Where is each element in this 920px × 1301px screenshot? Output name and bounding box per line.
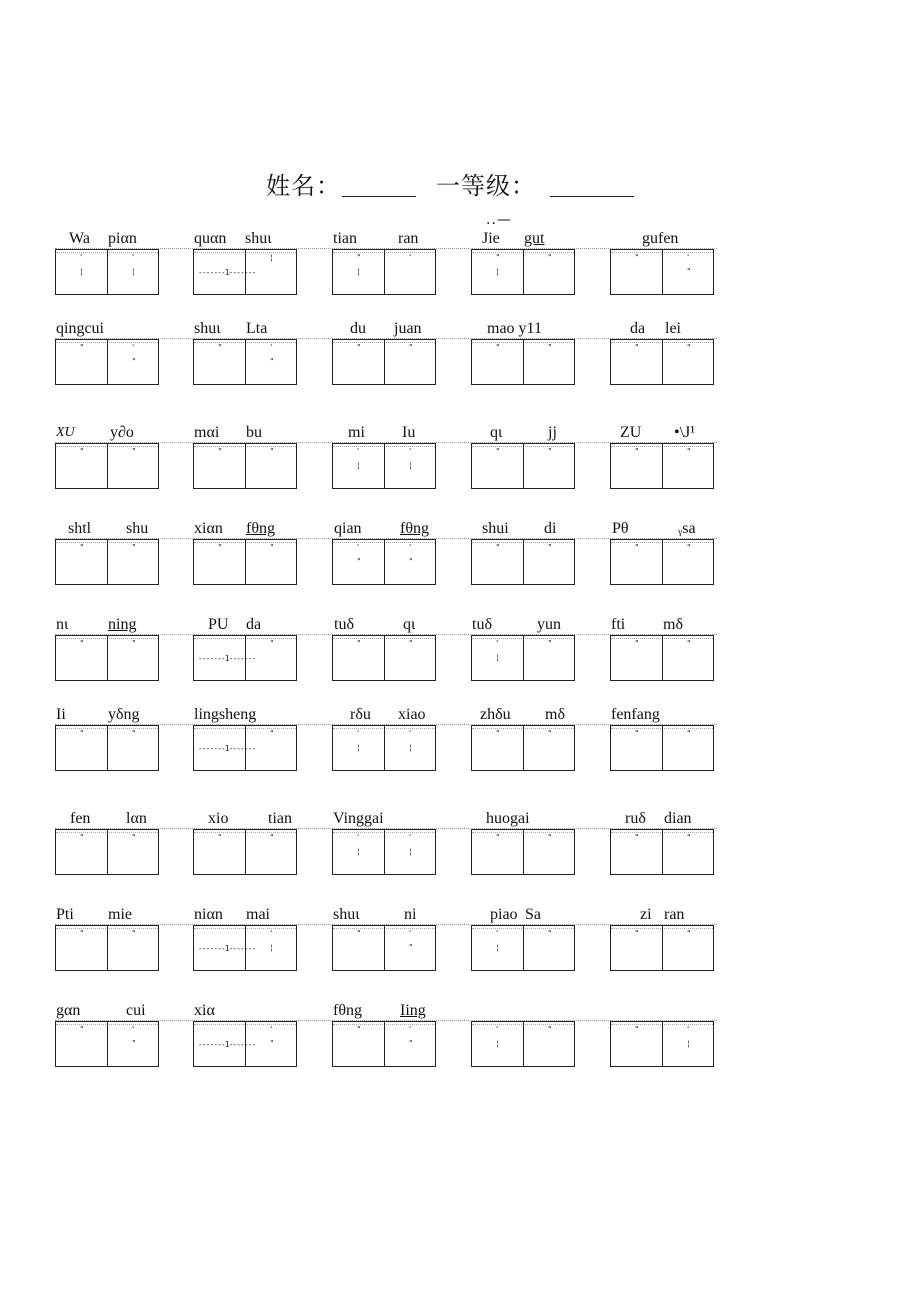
pinyin-word: XU xyxy=(56,425,75,440)
tian-zi-grid[interactable] xyxy=(471,829,575,875)
tian-zi-grid[interactable] xyxy=(332,829,436,875)
grid-divider xyxy=(384,540,385,584)
grid-tick-mark: " xyxy=(409,343,413,352)
grid-tick-mark: ¦ xyxy=(496,943,499,952)
grid-divider xyxy=(662,250,663,294)
grid-tick-mark: " xyxy=(357,253,361,262)
grid-tick-mark: ' xyxy=(80,253,83,262)
pinyin-word: fti xyxy=(611,616,626,633)
tian-zi-grid[interactable] xyxy=(471,925,575,971)
grid-tick-mark: " xyxy=(687,447,691,456)
grid-divider xyxy=(245,444,246,488)
grid-tick-mark: ¦ xyxy=(496,1039,499,1048)
tian-zi-grid[interactable] xyxy=(193,635,297,681)
tian-zi-grid[interactable] xyxy=(610,635,714,681)
tian-zi-grid[interactable] xyxy=(332,1021,436,1067)
tian-zi-grid[interactable] xyxy=(55,829,159,875)
grid-divider xyxy=(384,926,385,970)
pinyin-word: mai xyxy=(246,906,270,923)
grid-tick-mark: " xyxy=(635,343,639,352)
tian-zi-grid[interactable] xyxy=(610,443,714,489)
tian-zi-grid[interactable] xyxy=(471,725,575,771)
pinyin-word: shuι xyxy=(245,230,272,247)
pinyin-word: qι xyxy=(403,616,416,633)
grid-tick-mark: ' xyxy=(409,833,412,842)
pinyin-word: yδng xyxy=(108,706,140,723)
grid-divider xyxy=(245,340,246,384)
grid-tick-mark: ¦ xyxy=(409,847,412,856)
grid-tick-mark: ¦ xyxy=(409,461,412,470)
pinyin-row xyxy=(0,904,920,984)
grid-dash-mark: -------1------- xyxy=(198,1040,256,1049)
grid-divider xyxy=(107,250,108,294)
grid-tick-mark: " xyxy=(496,253,500,262)
grid-tick-mark: " xyxy=(80,833,84,842)
pinyin-word: xiao xyxy=(398,706,426,723)
pinyin-word: yun xyxy=(537,616,561,633)
tian-zi-grid[interactable] xyxy=(193,339,297,385)
grid-divider xyxy=(662,726,663,770)
pinyin-row xyxy=(0,808,920,888)
worksheet-header xyxy=(0,168,920,208)
grid-tick-mark: " xyxy=(635,253,639,262)
grid-divider xyxy=(384,444,385,488)
pinyin-word: y∂o xyxy=(110,424,134,441)
pinyin-word: tuδ xyxy=(472,616,492,633)
pinyin-word: shui xyxy=(482,520,509,537)
grid-divider xyxy=(662,340,663,384)
grid-tick-mark: " xyxy=(496,543,500,552)
grid-tick-mark: " xyxy=(635,447,639,456)
grid-tick-mark: " xyxy=(357,929,361,938)
pinyin-row xyxy=(0,704,920,784)
grid-divider xyxy=(523,540,524,584)
tian-zi-grid[interactable] xyxy=(471,443,575,489)
grid-tick-mark: " xyxy=(80,729,84,738)
tian-zi-grid[interactable] xyxy=(55,339,159,385)
grid-divider xyxy=(384,250,385,294)
grid-tick-mark: " xyxy=(409,943,413,952)
tian-zi-grid[interactable] xyxy=(55,725,159,771)
grid-tick-mark: " xyxy=(548,543,552,552)
pinyin-word: huogai xyxy=(486,810,530,827)
grid-dash-mark: -------1------- xyxy=(198,654,256,663)
tian-zi-grid[interactable] xyxy=(610,829,714,875)
grid-tick-mark: ' xyxy=(496,639,499,648)
grid-dash-mark: -------1------- xyxy=(198,268,256,277)
grid-tick-mark: " xyxy=(635,543,639,552)
pinyin-word: Lta xyxy=(246,320,268,337)
grid-tick-mark: ' xyxy=(357,543,360,552)
pinyin-word: zi xyxy=(640,906,652,923)
grid-dash-mark: -------1------- xyxy=(198,744,256,753)
grid-divider xyxy=(662,830,663,874)
pinyin-word: Wa xyxy=(69,230,90,247)
grid-divider xyxy=(662,926,663,970)
grid-divider xyxy=(107,1022,108,1066)
grid-tick-mark: ' xyxy=(496,1025,499,1034)
grid-tick-mark: ¦ xyxy=(357,743,360,752)
tian-zi-grid[interactable] xyxy=(332,635,436,681)
grid-tick-mark: " xyxy=(357,343,361,352)
pinyin-word: tuδ xyxy=(334,616,354,633)
grid-tick-mark: " xyxy=(270,729,274,738)
grid-tick-mark: ¦ xyxy=(496,653,499,662)
tian-zi-grid[interactable] xyxy=(471,249,575,295)
grid-tick-mark: " xyxy=(357,557,361,566)
grid-divider xyxy=(107,636,108,680)
grid-tick-mark: " xyxy=(496,447,500,456)
pinyin-word: ni xyxy=(404,906,417,923)
pinyin-word: nι xyxy=(56,616,69,633)
pinyin-word: niαn xyxy=(194,906,223,923)
tian-zi-grid[interactable] xyxy=(55,925,159,971)
grid-tick-mark: " xyxy=(80,929,84,938)
tian-zi-grid[interactable] xyxy=(193,725,297,771)
grid-tick-mark: " xyxy=(132,543,136,552)
grid-tick-mark: " xyxy=(270,833,274,842)
grid-tick-mark: " xyxy=(132,357,136,366)
grid-divider xyxy=(523,1022,524,1066)
grid-tick-mark: ' xyxy=(409,929,412,938)
grid-tick-mark: ' xyxy=(357,833,360,842)
grid-tick-mark: " xyxy=(548,447,552,456)
pinyin-word: ruδ xyxy=(625,810,646,827)
tian-zi-grid[interactable] xyxy=(55,443,159,489)
name-label: 姓名： xyxy=(266,172,341,200)
grid-tick-mark: " xyxy=(548,729,552,738)
pinyin-word: Iu xyxy=(402,424,416,441)
pinyin-word: Iing xyxy=(400,1002,426,1019)
pinyin-word: gufen xyxy=(642,230,679,247)
tian-zi-grid[interactable] xyxy=(193,1021,297,1067)
tian-zi-grid[interactable] xyxy=(193,829,297,875)
grid-tick-mark: " xyxy=(635,1025,639,1034)
grid-tick-mark: ' xyxy=(409,253,412,262)
grid-tick-mark: ' xyxy=(687,253,690,262)
grid-divider xyxy=(523,636,524,680)
pinyin-word: da xyxy=(246,616,262,633)
grid-tick-mark: " xyxy=(218,343,222,352)
pinyin-word: lei xyxy=(665,320,681,337)
tian-zi-grid[interactable] xyxy=(471,539,575,585)
grid-tick-mark: ¦ xyxy=(409,743,412,752)
tian-zi-grid[interactable] xyxy=(610,339,714,385)
pinyin-word: gαn xyxy=(56,1002,81,1019)
grid-tick-mark: " xyxy=(687,343,691,352)
grid-tick-mark: " xyxy=(270,1039,274,1048)
tian-zi-grid[interactable] xyxy=(332,925,436,971)
grid-divider xyxy=(245,540,246,584)
pinyin-row xyxy=(0,614,920,694)
grid-tick-mark: ' xyxy=(132,1025,135,1034)
pinyin-word: mao y11 xyxy=(487,320,542,337)
grid-tick-mark: " xyxy=(496,729,500,738)
grid-tick-mark: ' xyxy=(270,929,273,938)
tian-zi-grid[interactable] xyxy=(193,249,297,295)
grid-tick-mark: " xyxy=(357,639,361,648)
pinyin-word: piαn xyxy=(108,230,137,247)
grid-divider xyxy=(384,340,385,384)
grid-tick-mark: " xyxy=(687,729,691,738)
pinyin-word: shtl xyxy=(68,520,92,537)
grid-tick-mark: " xyxy=(687,267,691,276)
grid-divider xyxy=(662,540,663,584)
pinyin-word: •\J¹ xyxy=(674,424,696,441)
pinyin-word: juan xyxy=(394,320,422,337)
grid-tick-mark: " xyxy=(357,1025,361,1034)
tian-zi-grid[interactable] xyxy=(55,1021,159,1067)
grid-tick-mark: " xyxy=(132,447,136,456)
grid-divider xyxy=(245,830,246,874)
grid-divider xyxy=(107,444,108,488)
tian-zi-grid[interactable] xyxy=(332,539,436,585)
pinyin-word: ᵧsa xyxy=(678,520,696,537)
pinyin-word: Sa xyxy=(525,906,541,923)
pinyin-word: ran xyxy=(664,906,685,923)
pinyin-word: ran xyxy=(398,230,419,247)
grid-divider xyxy=(662,636,663,680)
tian-zi-grid[interactable] xyxy=(610,725,714,771)
grid-tick-mark: " xyxy=(270,447,274,456)
tian-zi-grid[interactable] xyxy=(471,1021,575,1067)
grid-tick-mark: " xyxy=(218,833,222,842)
pinyin-word: qingcui xyxy=(56,320,104,337)
pinyin-word: mie xyxy=(108,906,132,923)
pinyin-word: xiα xyxy=(194,1002,215,1019)
pinyin-word: mδ xyxy=(545,706,565,723)
grid-divider xyxy=(523,250,524,294)
pinyin-word: gut xyxy=(524,230,545,247)
grid-divider xyxy=(107,340,108,384)
grid-tick-mark: ' xyxy=(409,447,412,456)
pinyin-word: ning xyxy=(108,616,137,633)
pinyin-word: di xyxy=(544,520,557,537)
pinyin-row xyxy=(0,228,920,308)
pinyin-word: tian xyxy=(268,810,292,827)
grid-tick-mark: " xyxy=(548,253,552,262)
grid-dash-mark: -------1------- xyxy=(198,944,256,953)
grid-tick-mark: ' xyxy=(357,729,360,738)
tian-zi-grid[interactable] xyxy=(55,539,159,585)
grade-blank[interactable] xyxy=(550,196,634,197)
pinyin-word: mαi xyxy=(194,424,220,441)
grid-tick-mark: " xyxy=(80,639,84,648)
tian-zi-grid[interactable] xyxy=(193,925,297,971)
grid-tick-mark: ¦ xyxy=(270,253,273,262)
grid-tick-mark: " xyxy=(218,447,222,456)
grid-tick-mark: ' xyxy=(409,729,412,738)
pinyin-word: mi xyxy=(348,424,365,441)
grade-label: 一等级： xyxy=(436,172,536,200)
grid-tick-mark: " xyxy=(687,833,691,842)
pinyin-word: qian xyxy=(334,520,362,537)
grid-tick-mark: " xyxy=(687,543,691,552)
pinyin-word: cui xyxy=(126,1002,146,1019)
tian-zi-grid[interactable] xyxy=(471,339,575,385)
grid-divider xyxy=(523,830,524,874)
pinyin-word: da xyxy=(630,320,646,337)
grid-tick-mark: " xyxy=(496,343,500,352)
pinyin-word: shuι xyxy=(194,320,221,337)
grid-tick-mark: ¦ xyxy=(80,267,83,276)
grid-tick-mark: " xyxy=(80,1025,84,1034)
pinyin-row xyxy=(0,318,920,398)
grid-tick-mark: " xyxy=(548,343,552,352)
grid-tick-mark: " xyxy=(635,833,639,842)
tian-zi-grid[interactable] xyxy=(610,539,714,585)
grid-divider xyxy=(107,726,108,770)
grid-tick-mark: " xyxy=(687,929,691,938)
tian-zi-grid[interactable] xyxy=(332,249,436,295)
grid-tick-mark: " xyxy=(80,343,84,352)
grid-tick-mark: " xyxy=(409,557,413,566)
pinyin-word: dian xyxy=(664,810,692,827)
tian-zi-grid[interactable] xyxy=(55,635,159,681)
grid-divider xyxy=(107,926,108,970)
pinyin-word: fenfang xyxy=(611,706,660,723)
grid-tick-mark: ' xyxy=(270,343,273,352)
tian-zi-grid[interactable] xyxy=(610,1021,714,1067)
pinyin-row xyxy=(0,518,920,598)
pinyin-word: quαn xyxy=(194,230,227,247)
grid-tick-mark: ' xyxy=(132,343,135,352)
pinyin-word: Pθ xyxy=(612,520,629,537)
grid-tick-mark: " xyxy=(548,639,552,648)
pinyin-word: rδu xyxy=(350,706,371,723)
grid-tick-mark: " xyxy=(218,543,222,552)
grid-tick-mark: ' xyxy=(687,1025,690,1034)
grid-tick-mark: ' xyxy=(409,1025,412,1034)
pinyin-word: xiαn xyxy=(194,520,223,537)
grid-tick-mark: " xyxy=(132,1039,136,1048)
grid-tick-mark: " xyxy=(548,1025,552,1034)
grid-divider xyxy=(662,1022,663,1066)
grid-tick-mark: " xyxy=(80,543,84,552)
grid-tick-mark: ¦ xyxy=(132,267,135,276)
tian-zi-grid[interactable] xyxy=(471,635,575,681)
tian-zi-grid[interactable] xyxy=(193,539,297,585)
grid-tick-mark: " xyxy=(270,639,274,648)
grid-tick-mark: " xyxy=(270,357,274,366)
pinyin-word: fθng xyxy=(400,520,429,537)
grid-tick-mark: " xyxy=(635,729,639,738)
grid-tick-mark: ¦ xyxy=(357,267,360,276)
grid-divider xyxy=(384,1022,385,1066)
name-blank[interactable] xyxy=(342,196,416,197)
pinyin-word: PU xyxy=(208,616,229,633)
grid-tick-mark: " xyxy=(635,929,639,938)
pinyin-word: zhδu xyxy=(480,706,511,723)
grid-divider xyxy=(662,444,663,488)
grid-tick-mark: ' xyxy=(270,1025,273,1034)
pinyin-word: ZU xyxy=(620,424,642,441)
tian-zi-grid[interactable] xyxy=(332,725,436,771)
grid-tick-mark: " xyxy=(409,639,413,648)
grid-tick-mark: " xyxy=(132,729,136,738)
grid-tick-mark: ' xyxy=(496,929,499,938)
grid-tick-mark: " xyxy=(132,833,136,842)
pinyin-row xyxy=(0,422,920,502)
pinyin-word: shuι xyxy=(333,906,360,923)
pinyin-word: du xyxy=(350,320,366,337)
pinyin-row xyxy=(0,1000,920,1080)
grid-tick-mark: ¦ xyxy=(357,847,360,856)
pinyin-word: Jie xyxy=(482,230,500,247)
grid-tick-mark: " xyxy=(132,639,136,648)
grid-tick-mark: " xyxy=(80,447,84,456)
grid-divider xyxy=(384,726,385,770)
grid-tick-mark: " xyxy=(548,833,552,842)
pinyin-word: fθng xyxy=(333,1002,362,1019)
grid-tick-mark: ¦ xyxy=(357,461,360,470)
tian-zi-grid[interactable] xyxy=(332,339,436,385)
pinyin-word: Pti xyxy=(56,906,74,923)
grid-divider xyxy=(523,444,524,488)
tian-zi-grid[interactable] xyxy=(610,925,714,971)
grid-divider xyxy=(384,830,385,874)
pinyin-word: xio xyxy=(208,810,229,827)
tian-zi-grid[interactable] xyxy=(193,443,297,489)
grid-divider xyxy=(107,540,108,584)
pinyin-word: lαn xyxy=(126,810,147,827)
grid-tick-mark: ' xyxy=(409,543,412,552)
grid-tick-mark: " xyxy=(496,833,500,842)
tian-zi-grid[interactable] xyxy=(55,249,159,295)
pinyin-word: piao xyxy=(490,906,518,923)
grid-tick-mark: " xyxy=(132,929,136,938)
pinyin-word: mδ xyxy=(663,616,683,633)
pinyin-word: fen xyxy=(70,810,91,827)
pinyin-word: qι xyxy=(490,424,503,441)
grid-tick-mark: ' xyxy=(357,447,360,456)
pinyin-word: Ii xyxy=(56,706,66,723)
pinyin-word: Vinggai xyxy=(333,810,384,827)
tian-zi-grid[interactable] xyxy=(610,249,714,295)
grid-divider xyxy=(523,726,524,770)
pinyin-word: jj xyxy=(548,424,557,441)
pinyin-word: shu xyxy=(126,520,149,537)
grid-divider xyxy=(523,340,524,384)
pinyin-word: fθng xyxy=(246,520,275,537)
pinyin-word: bu xyxy=(246,424,262,441)
grid-tick-mark: ¦ xyxy=(687,1039,690,1048)
grid-tick-mark: ¦ xyxy=(496,267,499,276)
grid-tick-mark: " xyxy=(270,543,274,552)
pinyin-word: lingsheng xyxy=(194,706,257,723)
grid-tick-mark: ' xyxy=(132,253,135,262)
grid-tick-mark: ¦ xyxy=(270,943,273,952)
tian-zi-grid[interactable] xyxy=(332,443,436,489)
grid-tick-mark: " xyxy=(548,929,552,938)
grid-tick-mark: " xyxy=(687,639,691,648)
header-mark: ..— xyxy=(486,212,512,228)
grid-divider xyxy=(384,636,385,680)
grid-tick-mark: " xyxy=(635,639,639,648)
grid-divider xyxy=(523,926,524,970)
pinyin-word: tian xyxy=(333,230,357,247)
grid-tick-mark: " xyxy=(409,1039,413,1048)
grid-divider xyxy=(107,830,108,874)
